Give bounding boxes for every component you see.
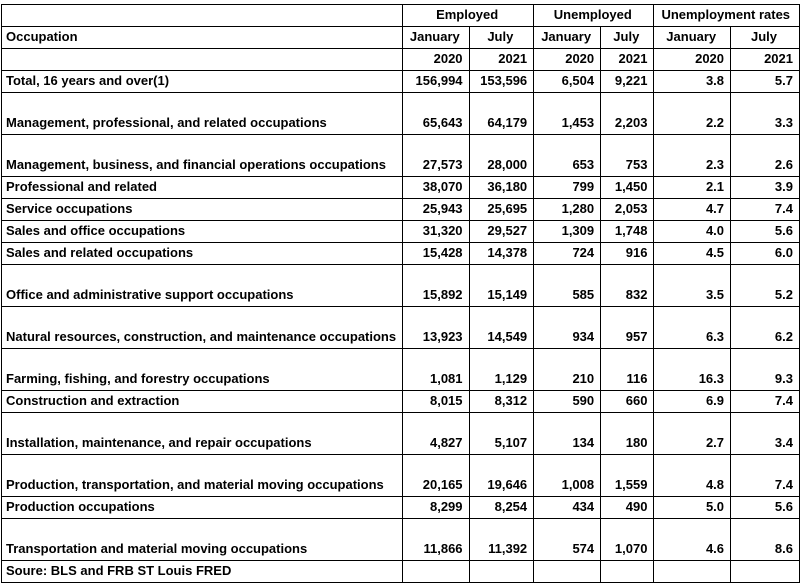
cell-value: 1,450	[601, 177, 654, 199]
cell-value: 5.0	[654, 497, 731, 519]
cell-value: 210	[534, 349, 601, 391]
cell-value: 6,504	[534, 71, 601, 93]
header-row-months	[2, 27, 800, 49]
empty-cell	[469, 561, 534, 583]
cell-value: 1,309	[534, 221, 601, 243]
cell-value: 116	[601, 349, 654, 391]
header-blank	[2, 5, 403, 27]
cell-value: 957	[601, 307, 654, 349]
header-month: January	[654, 27, 731, 49]
header-rates: Unemployment rates	[654, 5, 800, 27]
cell-value: 3.8	[654, 71, 731, 93]
cell-value: 7.4	[731, 199, 800, 221]
cell-value: 574	[534, 519, 601, 561]
cell-value: 9.3	[731, 349, 800, 391]
cell-value: 5.6	[731, 221, 800, 243]
empty-cell	[731, 561, 800, 583]
cell-value: 14,549	[469, 307, 534, 349]
cell-value: 585	[534, 265, 601, 307]
header-unemployed: Unemployed	[534, 5, 654, 27]
cell-value: 28,000	[469, 135, 534, 177]
cell-value: 8,254	[469, 497, 534, 519]
cell-value: 153,596	[469, 71, 534, 93]
table-row	[2, 199, 800, 221]
cell-value: 20,165	[403, 455, 469, 497]
cell-value: 36,180	[469, 177, 534, 199]
row-label: Office and administrative support occupations	[2, 265, 403, 307]
cell-value: 3.4	[731, 413, 800, 455]
cell-value: 753	[601, 135, 654, 177]
cell-value: 5.2	[731, 265, 800, 307]
cell-value: 25,695	[469, 199, 534, 221]
cell-value: 4.5	[654, 243, 731, 265]
cell-value: 6.2	[731, 307, 800, 349]
table-row	[2, 497, 800, 519]
cell-value: 180	[601, 413, 654, 455]
header-month: July	[469, 27, 534, 49]
cell-value: 15,428	[403, 243, 469, 265]
row-label: Production, transportation, and material moving occupations	[2, 455, 403, 497]
table-row	[2, 307, 800, 349]
cell-value: 6.3	[654, 307, 731, 349]
header-year: 2021	[731, 49, 800, 71]
cell-value: 2.3	[654, 135, 731, 177]
cell-value: 5.7	[731, 71, 800, 93]
source-row	[2, 561, 800, 583]
cell-value: 1,559	[601, 455, 654, 497]
cell-value: 8,312	[469, 391, 534, 413]
cell-value: 7.4	[731, 455, 800, 497]
cell-value: 5,107	[469, 413, 534, 455]
header-row-groups	[2, 5, 800, 27]
row-label: Natural resources, construction, and maintenance occupations	[2, 307, 403, 349]
cell-value: 724	[534, 243, 601, 265]
cell-value: 4.7	[654, 199, 731, 221]
header-year: 2021	[469, 49, 534, 71]
table-row	[2, 519, 800, 561]
cell-value: 490	[601, 497, 654, 519]
cell-value: 1,748	[601, 221, 654, 243]
cell-value: 8.6	[731, 519, 800, 561]
header-month: January	[534, 27, 601, 49]
cell-value: 6.0	[731, 243, 800, 265]
cell-value: 590	[534, 391, 601, 413]
row-label: Sales and office occupations	[2, 221, 403, 243]
header-occupation: Occupation	[2, 27, 403, 49]
header-year: 2021	[601, 49, 654, 71]
table-row	[2, 349, 800, 391]
table-row	[2, 455, 800, 497]
table-row	[2, 391, 800, 413]
cell-value: 6.9	[654, 391, 731, 413]
cell-value: 2.7	[654, 413, 731, 455]
header-month: July	[731, 27, 800, 49]
cell-value: 2,203	[601, 93, 654, 135]
cell-value: 4.8	[654, 455, 731, 497]
cell-value: 25,943	[403, 199, 469, 221]
cell-value: 38,070	[403, 177, 469, 199]
header-employed: Employed	[403, 5, 534, 27]
cell-value: 14,378	[469, 243, 534, 265]
cell-value: 8,299	[403, 497, 469, 519]
table-row	[2, 221, 800, 243]
cell-value: 1,129	[469, 349, 534, 391]
cell-value: 9,221	[601, 71, 654, 93]
empty-cell	[654, 561, 731, 583]
cell-value: 19,646	[469, 455, 534, 497]
cell-value: 4,827	[403, 413, 469, 455]
cell-value: 4.6	[654, 519, 731, 561]
row-label: Total, 16 years and over(1)	[2, 71, 403, 93]
cell-value: 65,643	[403, 93, 469, 135]
cell-value: 3.3	[731, 93, 800, 135]
cell-value: 3.9	[731, 177, 800, 199]
cell-value: 1,280	[534, 199, 601, 221]
row-label: Farming, fishing, and forestry occupations	[2, 349, 403, 391]
cell-value: 799	[534, 177, 601, 199]
row-label: Construction and extraction	[2, 391, 403, 413]
cell-value: 13,923	[403, 307, 469, 349]
header-month: July	[601, 27, 654, 49]
table-row	[2, 71, 800, 93]
cell-value: 1,070	[601, 519, 654, 561]
cell-value: 64,179	[469, 93, 534, 135]
row-label: Installation, maintenance, and repair occupations	[2, 413, 403, 455]
empty-cell	[534, 561, 601, 583]
header-blank	[2, 49, 403, 71]
table-row	[2, 93, 800, 135]
row-label: Transportation and material moving occupations	[2, 519, 403, 561]
cell-value: 916	[601, 243, 654, 265]
cell-value: 434	[534, 497, 601, 519]
cell-value: 1,081	[403, 349, 469, 391]
table-row	[2, 177, 800, 199]
cell-value: 3.5	[654, 265, 731, 307]
cell-value: 134	[534, 413, 601, 455]
table-row	[2, 243, 800, 265]
cell-value: 2.2	[654, 93, 731, 135]
cell-value: 11,392	[469, 519, 534, 561]
cell-value: 29,527	[469, 221, 534, 243]
row-label: Service occupations	[2, 199, 403, 221]
cell-value: 4.0	[654, 221, 731, 243]
cell-value: 2.6	[731, 135, 800, 177]
cell-value: 832	[601, 265, 654, 307]
table-row	[2, 413, 800, 455]
cell-value: 16.3	[654, 349, 731, 391]
row-label: Professional and related	[2, 177, 403, 199]
cell-value: 7.4	[731, 391, 800, 413]
cell-value: 11,866	[403, 519, 469, 561]
employment-table	[1, 4, 800, 583]
table-row	[2, 265, 800, 307]
source-note: Soure: BLS and FRB ST Louis FRED	[2, 561, 403, 583]
cell-value: 1,008	[534, 455, 601, 497]
cell-value: 2.1	[654, 177, 731, 199]
table-row	[2, 135, 800, 177]
header-month: January	[403, 27, 469, 49]
cell-value: 15,892	[403, 265, 469, 307]
cell-value: 27,573	[403, 135, 469, 177]
cell-value: 156,994	[403, 71, 469, 93]
header-year: 2020	[403, 49, 469, 71]
cell-value: 653	[534, 135, 601, 177]
row-label: Sales and related occupations	[2, 243, 403, 265]
cell-value: 934	[534, 307, 601, 349]
cell-value: 1,453	[534, 93, 601, 135]
cell-value: 5.6	[731, 497, 800, 519]
row-label: Production occupations	[2, 497, 403, 519]
empty-cell	[403, 561, 469, 583]
header-year: 2020	[534, 49, 601, 71]
empty-cell	[601, 561, 654, 583]
row-label: Management, professional, and related occupations	[2, 93, 403, 135]
cell-value: 2,053	[601, 199, 654, 221]
header-year: 2020	[654, 49, 731, 71]
cell-value: 31,320	[403, 221, 469, 243]
row-label: Management, business, and financial operations occupations	[2, 135, 403, 177]
cell-value: 15,149	[469, 265, 534, 307]
header-row-years	[2, 49, 800, 71]
cell-value: 8,015	[403, 391, 469, 413]
cell-value: 660	[601, 391, 654, 413]
